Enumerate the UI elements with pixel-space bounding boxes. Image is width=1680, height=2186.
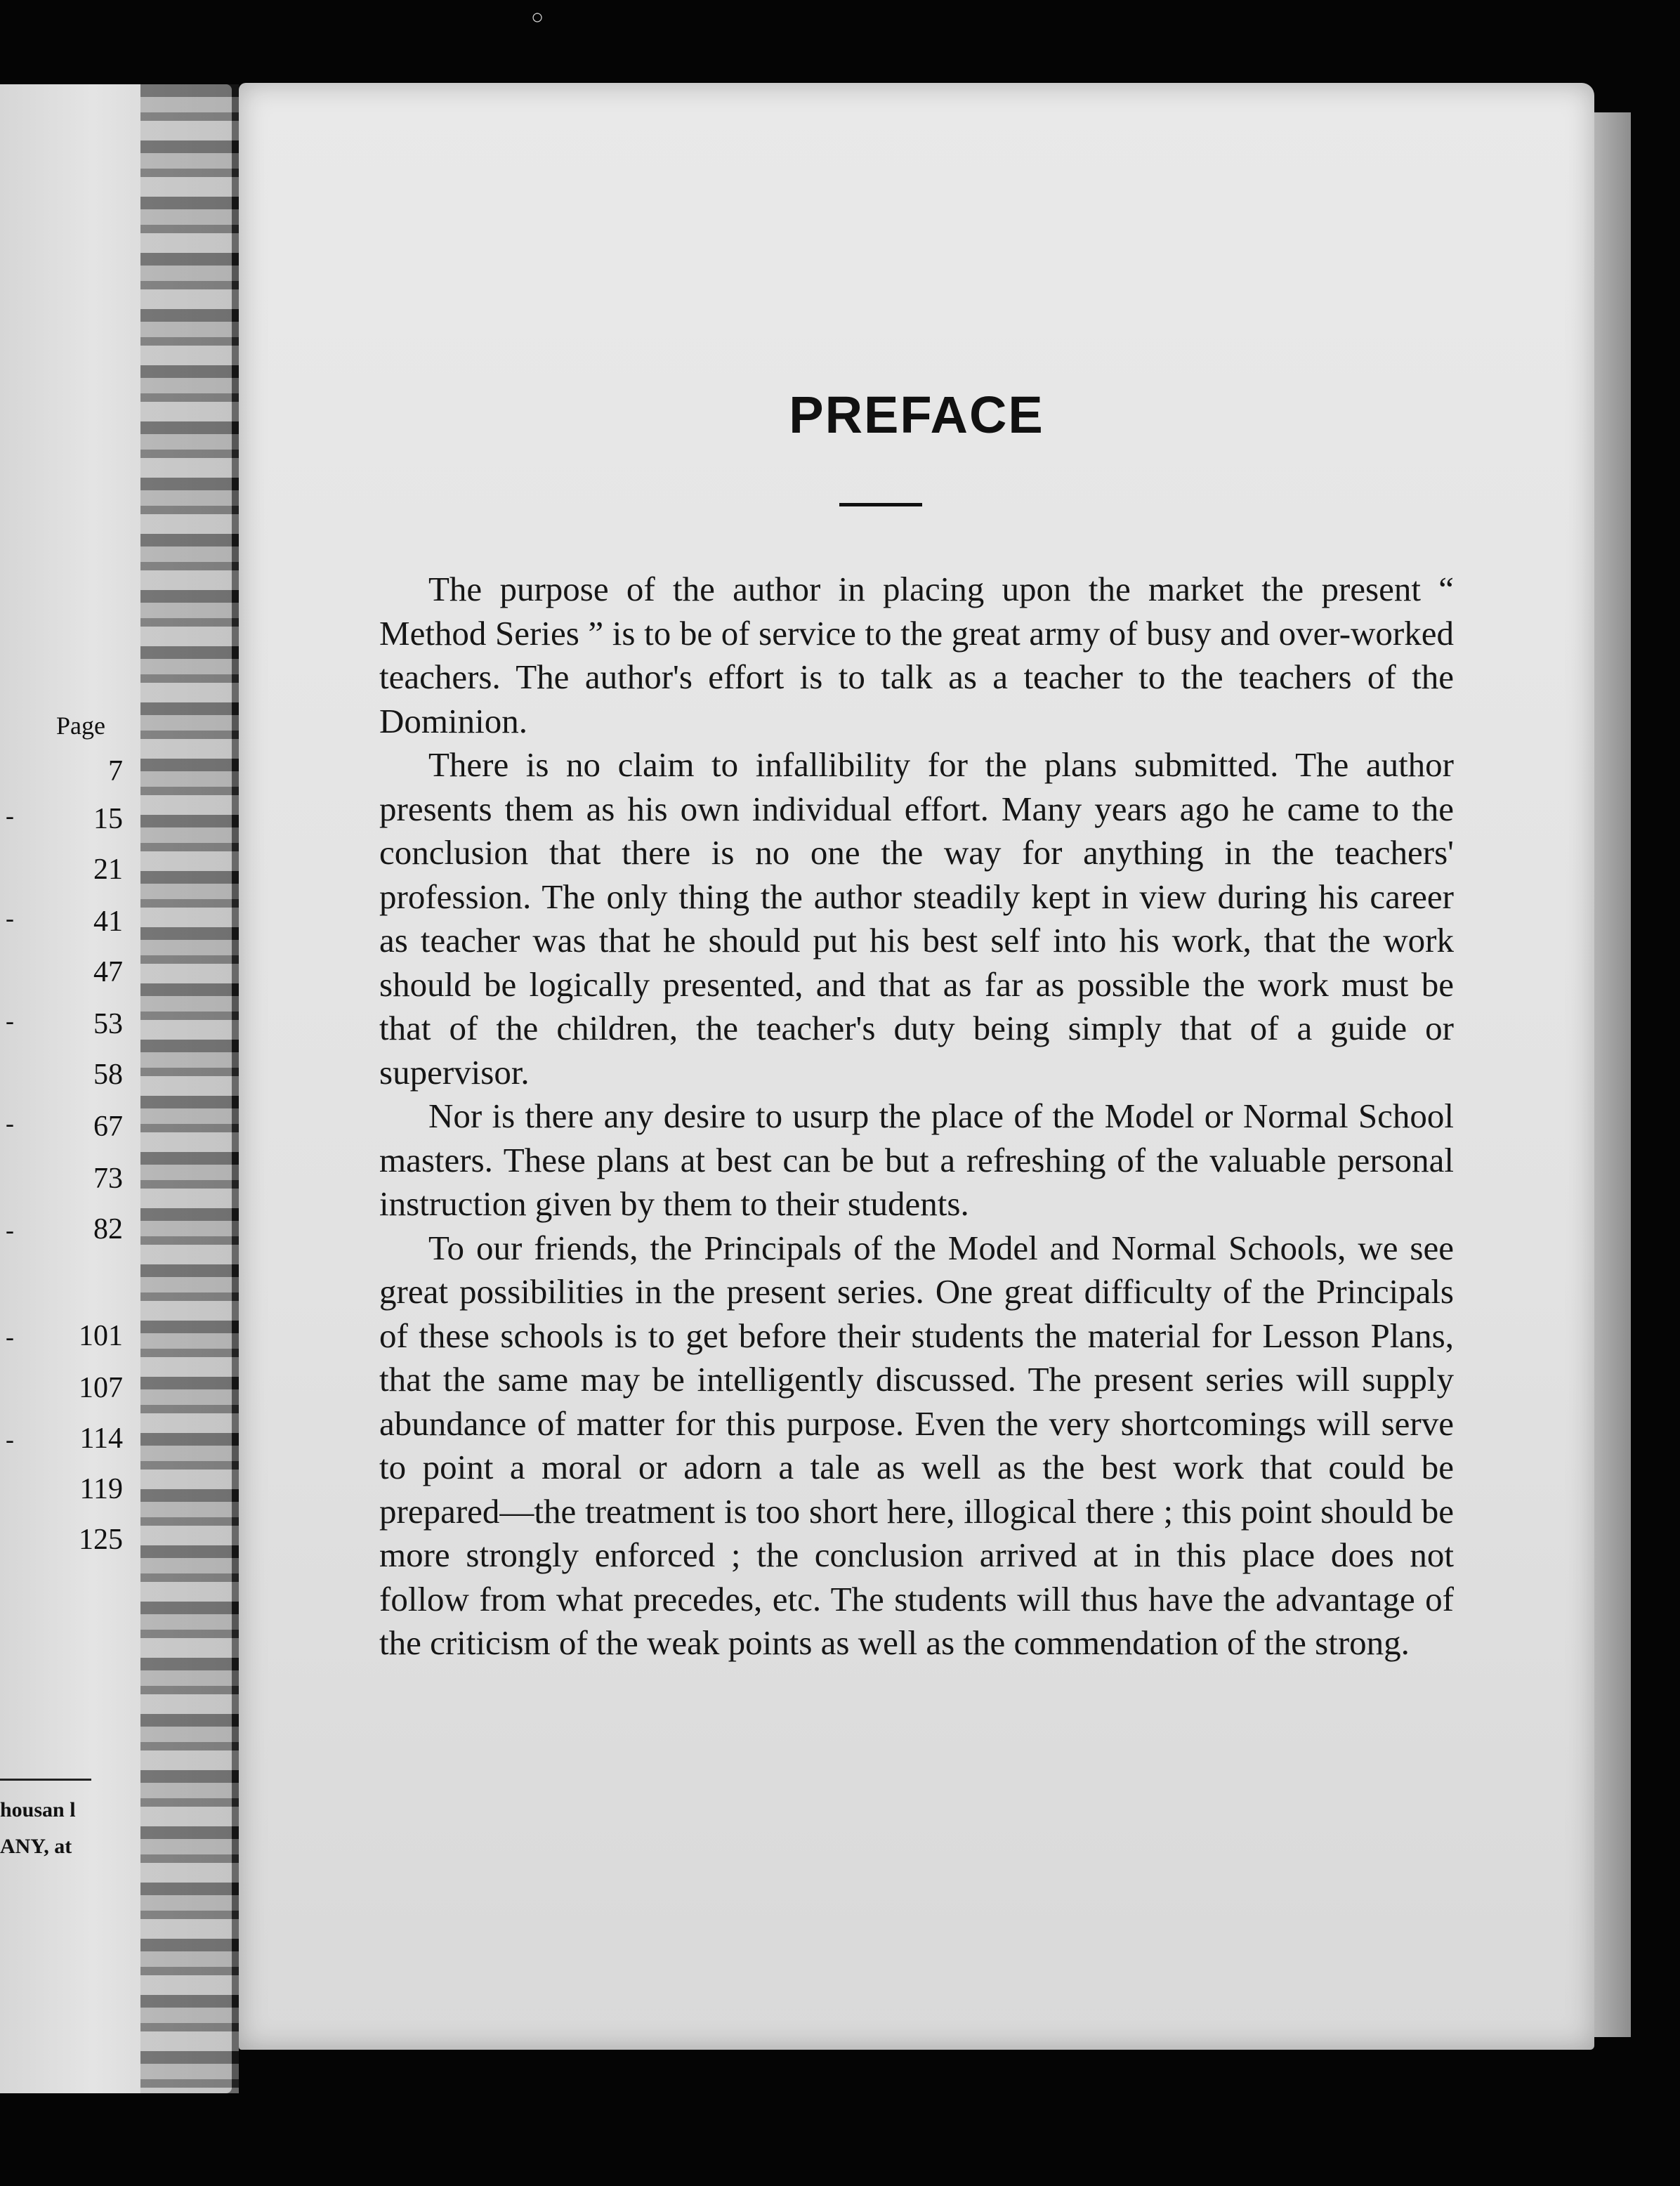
toc-page-heading: Page <box>56 712 105 740</box>
toc-page-number: 107 <box>79 1372 123 1404</box>
toc-page-number: 67 <box>93 1111 123 1143</box>
scan-speck: ○ <box>531 6 544 29</box>
previous-page-fragment <box>0 84 232 2093</box>
toc-page-number: 101 <box>79 1320 123 1352</box>
paragraph: There is no claim to infallibility for the plans submitted. The author presents them as his own individual effort. Many years ago he came to the conclusion that there is no one the way for anything in the teachers' profession. The only thing the author steadily kept in view during his career as teacher was that he should put his best self into his work, that the work should be logically presented, and that as far as possible the work must be that of the children, the teacher's duty being simply that of a guide or supervisor. <box>379 745 1454 1092</box>
preface-body <box>379 568 1454 1665</box>
preface-page <box>239 83 1594 2050</box>
toc-page-number: 73 <box>93 1163 123 1195</box>
page-title: PREFACE <box>789 386 1044 444</box>
title-rule <box>839 503 922 506</box>
paragraph: Nor is there any desire to usurp the place of the Model or Normal School masters. These plans at best can be but a refreshing of the valuable personal instruction given by them to their students. <box>379 1097 1454 1223</box>
toc-leader: - <box>6 801 14 830</box>
toc-page-number: 119 <box>79 1473 123 1505</box>
toc-leader: - <box>6 1323 14 1351</box>
toc-leader: - <box>6 1216 14 1244</box>
toc-page-number: 82 <box>93 1213 123 1245</box>
toc-leader: - <box>6 1425 14 1453</box>
paragraph: The purpose of the author in placing upon the market the present “ Method Series ” is to be of service to the great army of busy and over-worked teachers. The author's effort is to talk as a teacher to the teachers of the Dominion. <box>379 570 1454 740</box>
toc-page-number: 53 <box>93 1008 123 1040</box>
page-stack-edge <box>1589 112 1631 2037</box>
imprint-line: housan l <box>0 1798 76 1821</box>
toc-page-number: 47 <box>93 956 123 988</box>
toc-leader: - <box>6 1007 14 1035</box>
toc-page-number: 21 <box>93 853 123 886</box>
toc-page-number: 114 <box>79 1422 123 1455</box>
toc-page-number: 15 <box>93 803 123 835</box>
toc-leader: - <box>6 1109 14 1137</box>
footer-rule <box>0 1779 91 1781</box>
toc-page-number: 58 <box>93 1059 123 1091</box>
toc-page-number: 41 <box>93 905 123 938</box>
toc-leader: - <box>6 904 14 932</box>
toc-page-number: 7 <box>108 755 123 787</box>
toc-page-number: 125 <box>79 1524 123 1556</box>
torn-page-edge <box>140 84 239 2093</box>
imprint-line: ANY, at <box>0 1835 72 1858</box>
paragraph: To our friends, the Principals of the Model and Normal Schools, we see great possibilities in the present series. One great difficulty of the Principals of these schools is to get before their students the material for Lesson Plans, that the same may be intelligently discussed. The present series will supply abundance of matter for this purpose. Even the very shortcomings will serve to point a moral or adorn a tale as well as the best work that could be prepared—the treatment is too short here, illogical there ; this point should be more strongly enforced ; the conclusion arrived at in this place does not follow from what precedes, etc. The students will thus have the advantage of the criticism of the weak points as well as the commendation of the strong. <box>379 1228 1454 1662</box>
